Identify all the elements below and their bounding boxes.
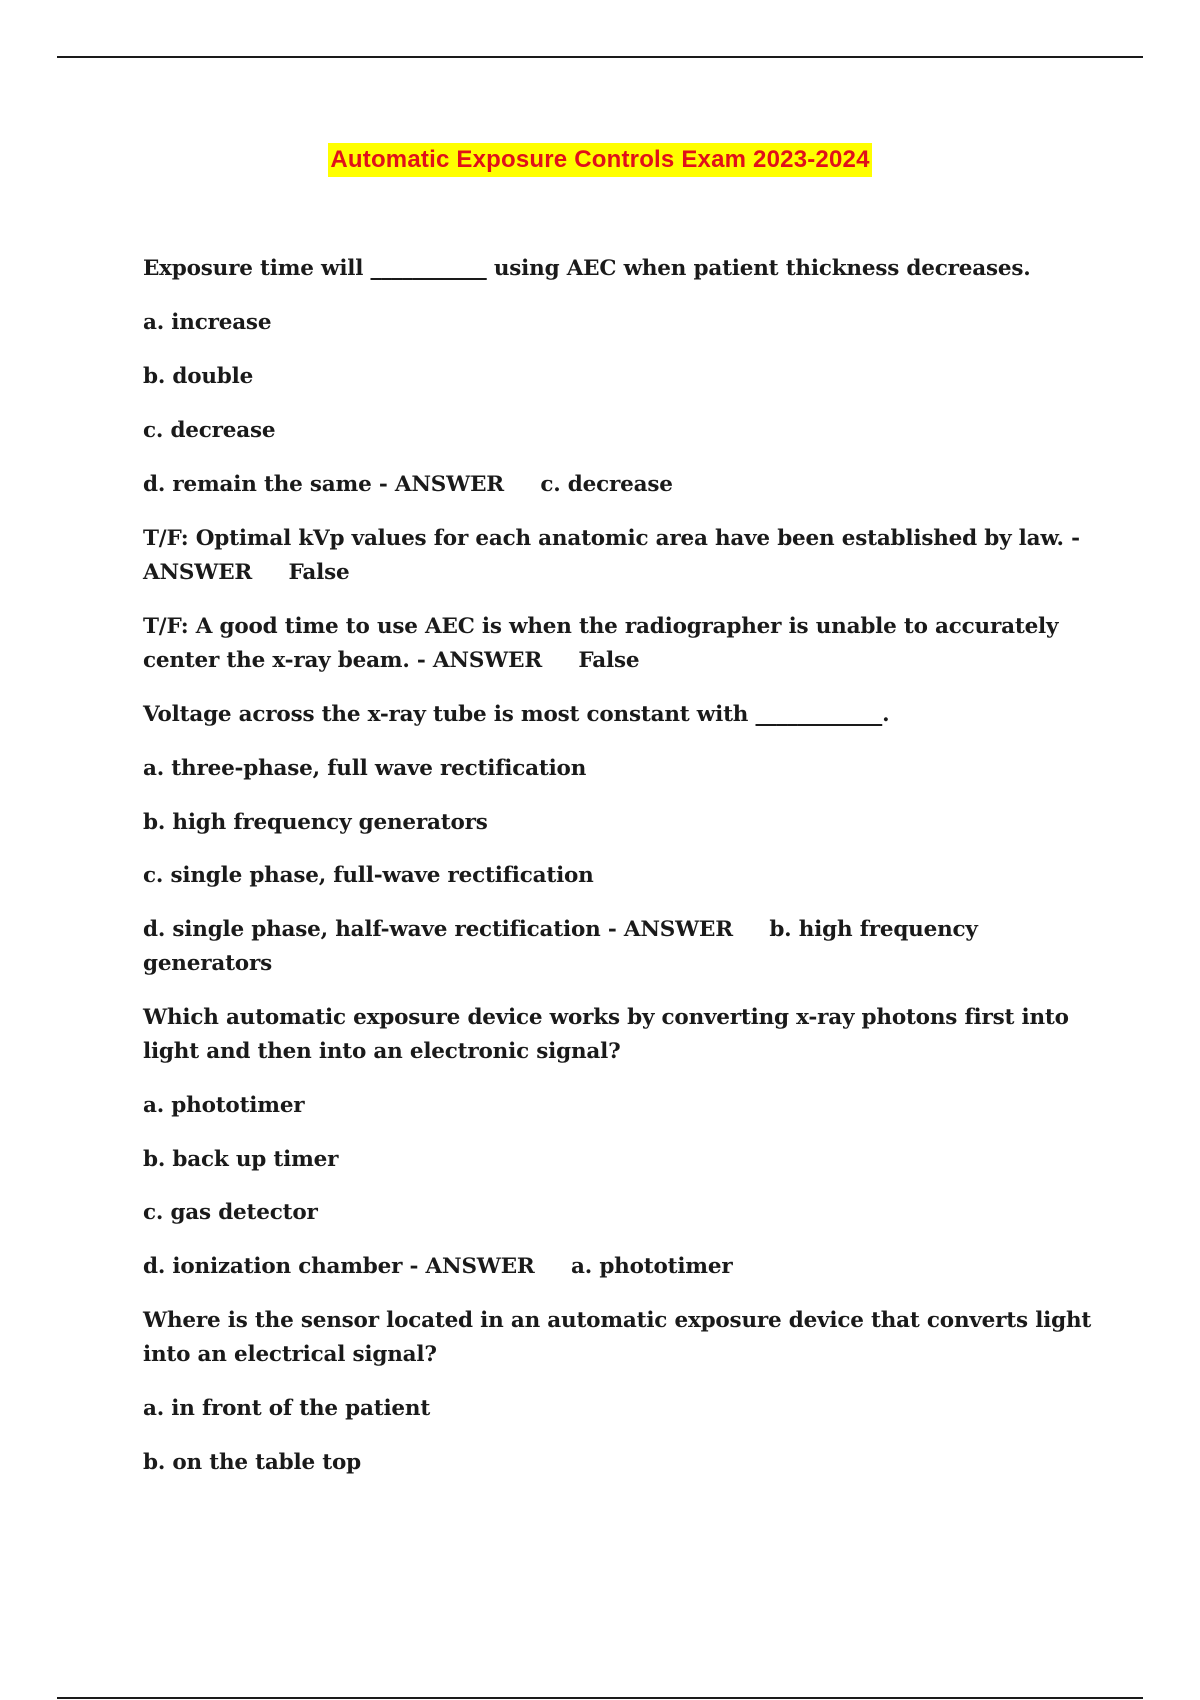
option-1c: c. decrease [143,418,276,443]
option-1b: b. double [143,364,254,389]
option-4b: b. high frequency generators [143,810,488,835]
option-6b: b. on the table top [143,1450,361,1475]
document-title: Automatic Exposure Controls Exam 2023-2024 [328,143,871,177]
question-3: T/F: A good time to use AEC is when the radiographer is unable to accurately center the x-ray beam. - ANSWER False [143,614,1066,673]
option-4d-answer: d. single phase, half-wave rectification - ANSWER b. high frequency generators [143,917,986,976]
title-block [0,143,1200,177]
question-1: Exposure time will ___________ using AEC when patient thickness decreases. [143,256,1031,281]
question-2: T/F: Optimal kVp values for each anatomic area have been established by law. - ANSWER False [143,526,1088,585]
option-5a: a. phototimer [143,1093,305,1118]
option-4c: c. single phase, full-wave rectification [143,863,594,888]
option-1a: a. increase [143,310,272,335]
option-5c: c. gas detector [143,1200,318,1225]
question-6: Where is the sensor located in an automatic exposure device that converts light into an electrical signal? [143,1308,1099,1367]
exam-content [143,252,1099,1500]
option-1d-answer: d. remain the same - ANSWER c. decrease [143,472,673,497]
option-5d-answer: d. ionization chamber - ANSWER a. phototimer [143,1254,733,1279]
option-6a: a. in front of the patient [143,1396,431,1421]
option-4a: a. three-phase, full wave rectification [143,756,587,781]
question-4: Voltage across the x-ray tube is most constant with ____________. [143,702,890,727]
bottom-rule [57,1697,1143,1699]
top-rule [57,56,1143,58]
option-5b: b. back up timer [143,1147,339,1172]
question-5: Which automatic exposure device works by converting x-ray photons first into light and then into an electronic signal? [143,1005,1077,1064]
